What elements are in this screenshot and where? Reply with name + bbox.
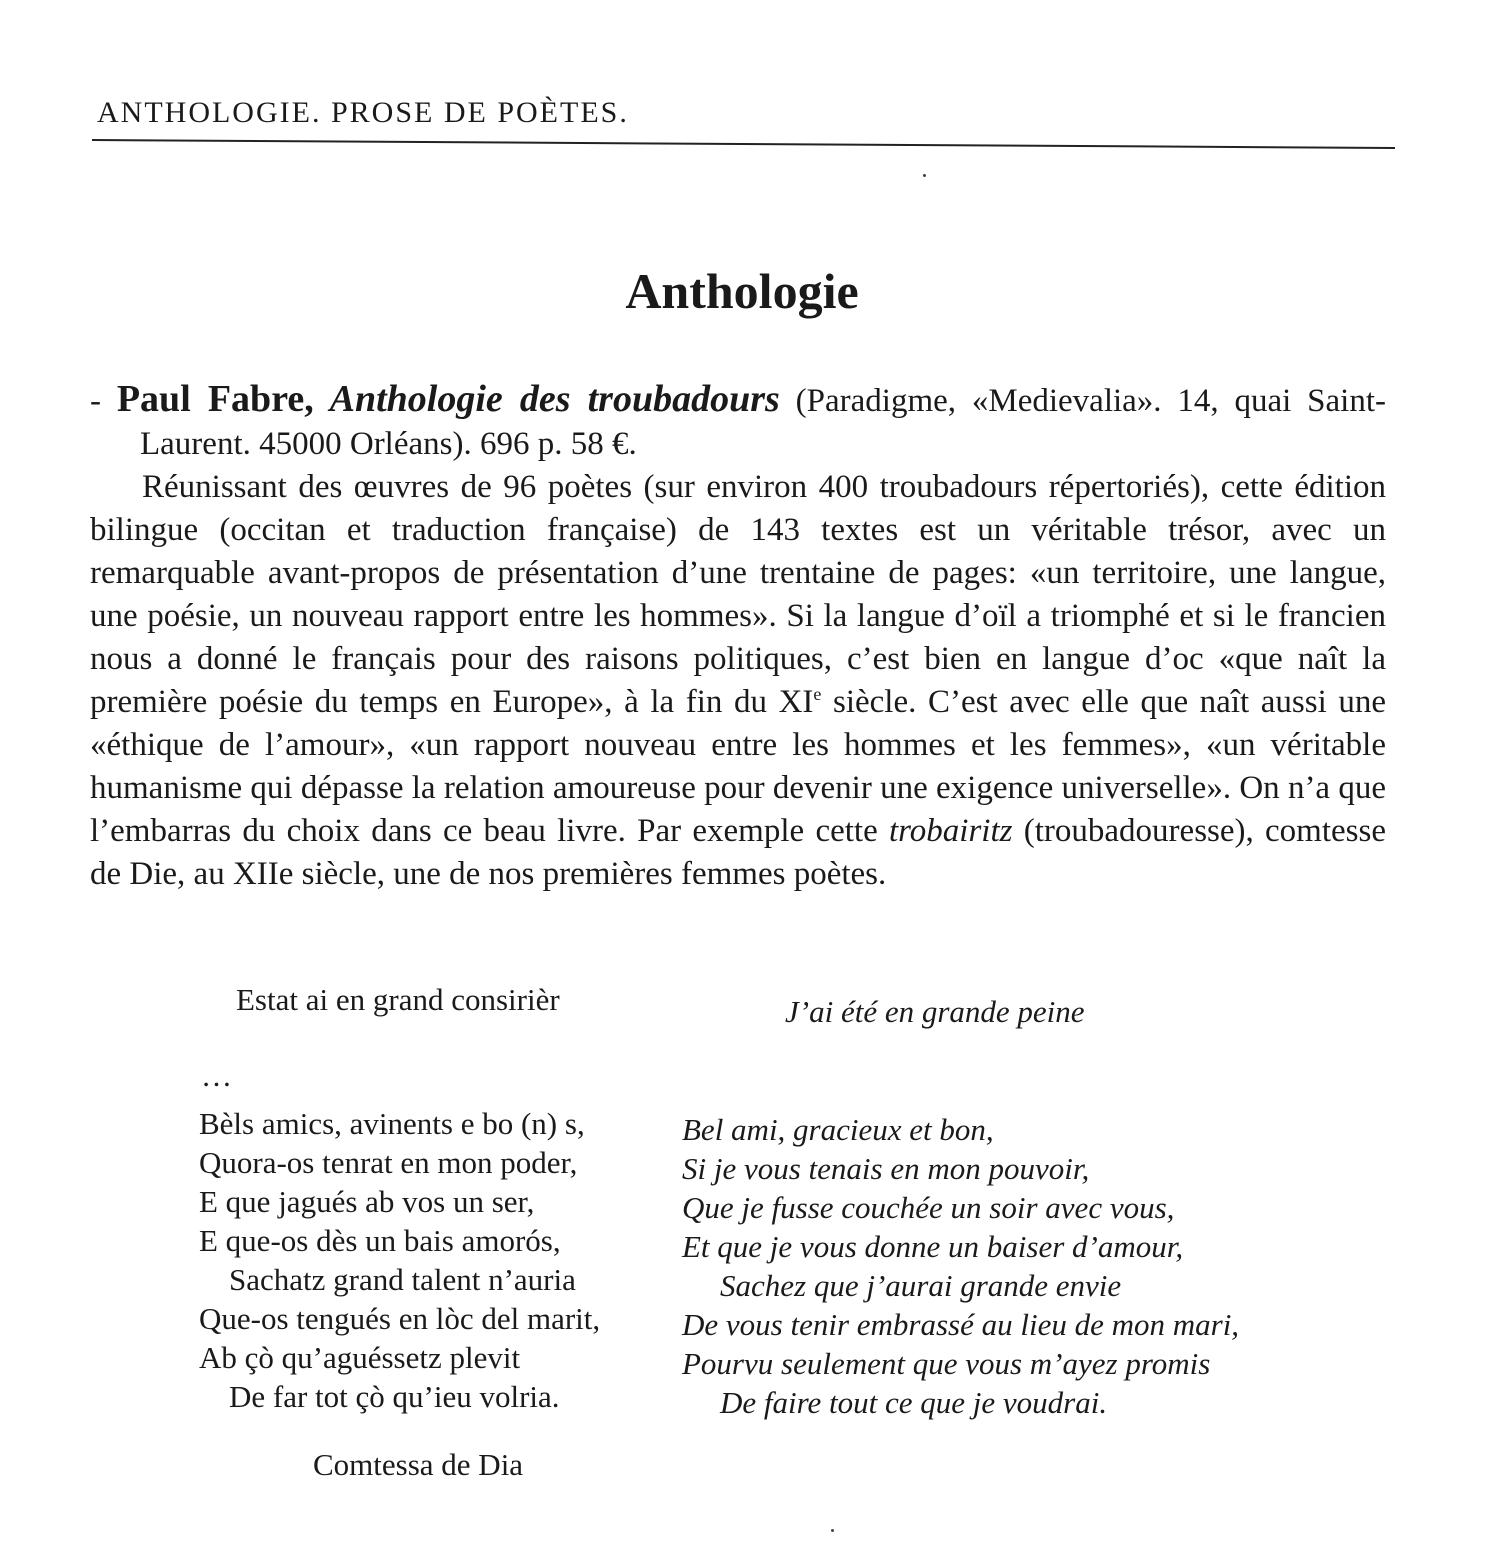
original-verse: Bèls amics, avinents e bo (n) s,: [199, 1106, 585, 1141]
translation-verse: Que je fusse couchée un soir avec vous,: [682, 1190, 1175, 1225]
entry-body-part2: siècle. C’est avec elle que naît aussi une «éthique de l’amour», «un rapport nouveau entre les hommes et les femmes», «un véritable humanisme qui dépasse la relation amoureuse pour devenir une exigence universelle». On n’a que l’embarras du choix dans ce beau livre. Par exemple cette: [90, 684, 1386, 849]
poem-translation-verses: [682, 1110, 1239, 1422]
translation-verse: Si je vous tenais en mon pouvoir,: [682, 1151, 1090, 1186]
entry-dash: -: [90, 383, 117, 419]
entry-body-term: trobairitz: [889, 813, 1013, 849]
original-verse: Ab çò qu’aguéssetz plevit: [199, 1340, 521, 1375]
original-verse: Quora-os tenrat en mon poder,: [199, 1145, 578, 1180]
entry-author: Paul Fabre,: [116, 378, 314, 420]
translation-verse: De faire tout ce que je voudrai.: [720, 1385, 1108, 1420]
poem-ellipsis: …: [201, 1058, 232, 1093]
header-rule: [92, 139, 1395, 149]
entry-body-superscript: e: [813, 684, 822, 704]
translation-verse: De vous tenir embrassé au lieu de mon mari,: [682, 1307, 1240, 1342]
translation-verse: Pourvu seulement que vous m’ayez promis: [682, 1346, 1211, 1381]
section-title: Anthologie: [625, 263, 859, 319]
poem-original-title: Estat ai en grand consirièr: [236, 982, 560, 1017]
translation-verse: Bel ami, gracieux et bon,: [682, 1112, 994, 1147]
scan-speck: [831, 1529, 834, 1532]
translation-verse: Et que je vous donne un baiser d’amour,: [682, 1229, 1184, 1264]
poem-original-verses: [199, 1104, 600, 1416]
entry-work-title: Anthologie des troubadours: [329, 378, 780, 420]
entry-body: [90, 466, 1386, 896]
poem-signature: Comtessa de Dia: [313, 1447, 524, 1482]
scan-speck: [923, 174, 926, 177]
original-verse: E que jagués ab vos un ser,: [199, 1184, 535, 1219]
running-head: ANTHOLOGIE. PROSE DE POÈTES.: [97, 96, 629, 129]
original-verse: De far tot çò qu’ieu volria.: [229, 1379, 560, 1414]
original-verse: Que-os tengués en lòc del marit,: [199, 1301, 601, 1336]
original-verse: Sachatz grand talent n’auria: [229, 1262, 576, 1297]
entry-reference: [90, 378, 1386, 466]
original-verse: E que-os dès un bais amorós,: [199, 1223, 561, 1258]
entry-body-part3: (troubadouresse), comtesse de Die, au XIIe siècle, une de nos premières femmes poètes.: [90, 813, 1386, 892]
entry-body-part1: Réunissant des œuvres de 96 poètes (sur environ 400 troubadours répertoriés), cette édition bilingue (occitan et traduction française) de 143 textes est un véritable trésor, avec un remarquable avant-propos de présentation d’une trentaine de pages: «un territoire, une langue, une poésie, un nouveau rapport entre les hommes». Si la langue d’oïl a triomphé et si le francien nous a donné le français pour des raisons politiques, c’est bien en langue d’oc «que naît la première poésie du temps en Europe», à la fin du XI: [90, 469, 1386, 720]
book-entry: [90, 378, 1386, 896]
translation-verse: Sachez que j’aurai grande envie: [720, 1268, 1122, 1303]
poem-translation-title: J’ai été en grande peine: [785, 994, 1085, 1029]
entry-publication: (Paradigme, «Medievalia». 14, quai Saint-Laurent. 45000 Orléans). 696 p. 58 €.: [140, 383, 1387, 462]
